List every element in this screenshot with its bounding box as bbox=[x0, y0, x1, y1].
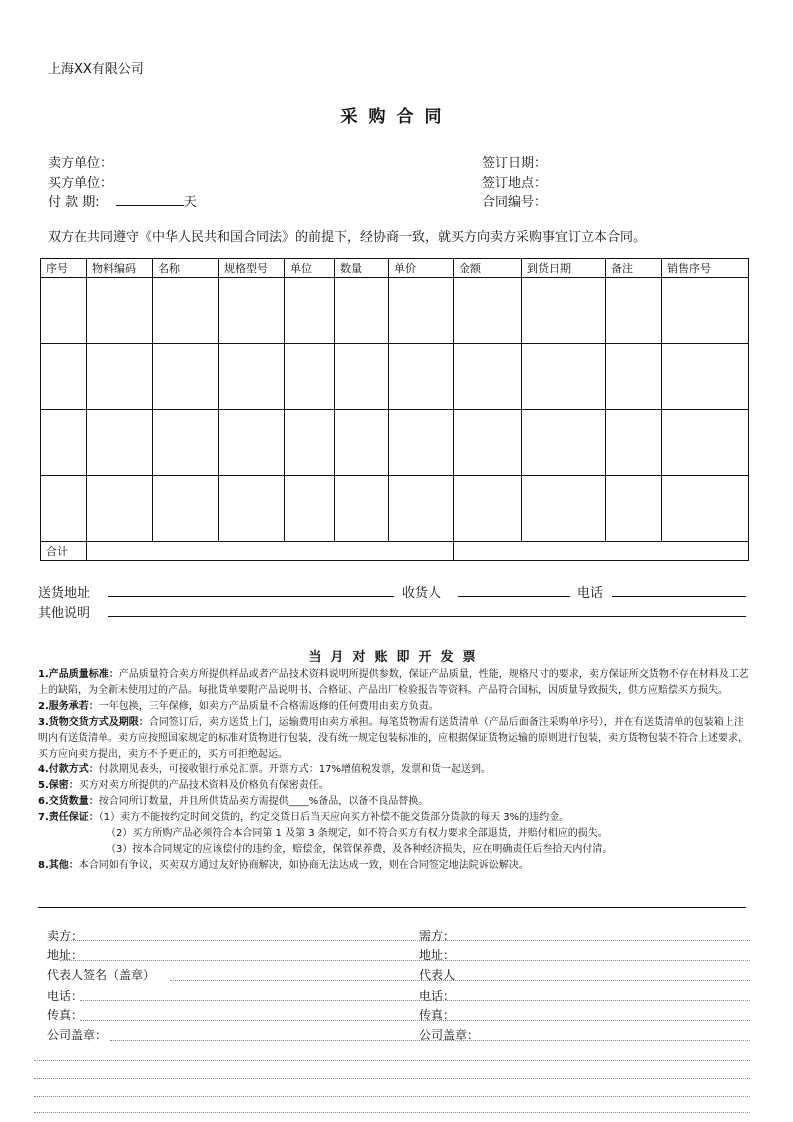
buyer-unit-label: 买方单位： bbox=[48, 176, 114, 191]
table-cell[interactable] bbox=[662, 476, 749, 542]
total-quantity-cell[interactable] bbox=[87, 542, 454, 561]
table-cell[interactable] bbox=[153, 476, 219, 542]
table-cell[interactable] bbox=[606, 476, 662, 542]
contract-number-label: 合同编号： bbox=[482, 195, 548, 210]
company-name: 上海XX有限公司 bbox=[48, 62, 144, 77]
table-cell[interactable] bbox=[219, 278, 285, 344]
payment-term-row bbox=[48, 191, 197, 210]
col-header: 单位 bbox=[285, 259, 335, 278]
table-cell[interactable] bbox=[285, 410, 335, 476]
col-header: 名称 bbox=[153, 259, 219, 278]
invoice-heading: 当月对账即开发票 bbox=[308, 650, 485, 665]
seller-fax-label: 传真： bbox=[47, 1008, 84, 1022]
col-header: 序号 bbox=[41, 259, 87, 278]
terms-section bbox=[38, 667, 750, 874]
table-cell[interactable] bbox=[522, 344, 606, 410]
col-header: 单价 bbox=[389, 259, 454, 278]
payment-days-field[interactable] bbox=[116, 193, 184, 206]
table-cell[interactable] bbox=[389, 278, 454, 344]
table-cell[interactable] bbox=[41, 410, 87, 476]
sign-place-label: 签订地点： bbox=[482, 176, 548, 191]
table-cell[interactable] bbox=[606, 410, 662, 476]
seller-seal-label: 公司盖章： bbox=[47, 1028, 108, 1042]
col-header: 备注 bbox=[606, 259, 662, 278]
table-cell[interactable] bbox=[389, 476, 454, 542]
buyer-fax-label: 传真： bbox=[419, 1008, 456, 1022]
table-cell[interactable] bbox=[335, 476, 389, 542]
seller-rep-label: 代表人签名（盖章） bbox=[47, 968, 156, 982]
table-cell[interactable] bbox=[662, 278, 749, 344]
table-cell[interactable] bbox=[454, 344, 522, 410]
term-6: 6.交货数量：按合同所订数量，并且所供货品卖方需提供____%备品，以备不良品替换。 bbox=[38, 796, 429, 808]
receiver-field[interactable] bbox=[458, 596, 570, 597]
table-cell[interactable] bbox=[87, 344, 153, 410]
table-cell[interactable] bbox=[522, 410, 606, 476]
payment-unit: 天 bbox=[183, 195, 197, 210]
contract-title: 采购合同 bbox=[340, 107, 453, 127]
table-cell[interactable] bbox=[219, 344, 285, 410]
col-header: 规格型号 bbox=[219, 259, 285, 278]
fill-line[interactable] bbox=[80, 1000, 750, 1001]
table-cell[interactable] bbox=[153, 410, 219, 476]
table-cell[interactable] bbox=[87, 410, 153, 476]
signature-divider bbox=[38, 907, 746, 908]
table-cell[interactable] bbox=[285, 344, 335, 410]
fill-line[interactable] bbox=[34, 1078, 750, 1079]
table-cell[interactable] bbox=[153, 344, 219, 410]
fill-line[interactable] bbox=[170, 980, 750, 981]
phone-field[interactable] bbox=[612, 596, 746, 597]
term-4: 4.付款方式：付款期见表头，可接收银行承兑汇票。开票方式：17%增值税发票，发票和货一起送到。 bbox=[38, 764, 491, 776]
table-cell[interactable] bbox=[454, 476, 522, 542]
table-header-row bbox=[41, 259, 749, 278]
other-notes-label: 其他说明 bbox=[38, 606, 91, 621]
table-cell[interactable] bbox=[219, 410, 285, 476]
table-cell[interactable] bbox=[389, 344, 454, 410]
term-7: 7.责任保证：（1）卖方不能按约定时间交货的，约定交货日后当天应向买方补偿不能交货部分货款的每天 3%的违约金。 bbox=[38, 812, 570, 824]
table-cell[interactable] bbox=[285, 278, 335, 344]
fill-line[interactable] bbox=[110, 1040, 750, 1041]
table-cell[interactable] bbox=[153, 278, 219, 344]
term-1: 1.产品质量标准：产品质量符合卖方所提供样品或者产品技术资料说明所提供参数，保证产品质量，性能，规格尺寸的要求，卖方保证所交货物不存在材料及工艺上的缺陷，为全新未使用过的产品。每批货单要附产品说明书、合格证、产品出厂检验报告等资料。产品符合国标，因质量导致损失，供方应赔偿买方损失。 bbox=[38, 669, 749, 696]
buyer-seal-label: 公司盖章： bbox=[419, 1028, 480, 1042]
table-cell[interactable] bbox=[522, 278, 606, 344]
fill-line[interactable] bbox=[80, 1020, 750, 1021]
term-3: 3.货物交货方式及期限：合同签订后，卖方送货上门，运输费用由卖方承担。每笔货物需有送货清单（产品后面备注采购单序号），并在有送货清单的包装箱上注明内有送货清单。卖方应按照国家规定的标准对货物进行包装，没有统一规定包装标准的，应根据保证货物运输的原则进行包装，卖方货物包装不符合上述要求，买方应向卖方提出，卖方不予更正的，买方可拒绝起运。 bbox=[38, 716, 748, 760]
table-cell[interactable] bbox=[454, 278, 522, 344]
term-7-3: （3）按本合同规定的应该偿付的违约金，赔偿金，保管保养费，及各种经济损失，应在明确责任后叁拾天内付清。 bbox=[106, 843, 613, 855]
table-cell[interactable] bbox=[285, 476, 335, 542]
buyer-phone-label: 电话： bbox=[419, 989, 456, 1003]
table-cell[interactable] bbox=[41, 476, 87, 542]
table-cell[interactable] bbox=[335, 410, 389, 476]
col-header: 物料编码 bbox=[87, 259, 153, 278]
col-header: 数量 bbox=[335, 259, 389, 278]
buyer-sign-label: 需方： bbox=[419, 929, 456, 943]
payment-term-label: 付 款 期: bbox=[48, 195, 100, 210]
fill-line[interactable] bbox=[34, 1112, 750, 1113]
fill-line[interactable] bbox=[60, 960, 750, 961]
col-header: 到货日期 bbox=[522, 259, 606, 278]
sign-date-label: 签订日期： bbox=[482, 156, 548, 171]
total-label: 合计 bbox=[41, 542, 87, 561]
table-cell[interactable] bbox=[87, 476, 153, 542]
table-cell[interactable] bbox=[41, 278, 87, 344]
table-row bbox=[41, 476, 749, 542]
term-8: 8.其他：本合同如有争议，买卖双方通过友好协商解决，如协商无法达成一致，则在合同签定地法院诉讼解决。 bbox=[38, 859, 529, 871]
table-cell[interactable] bbox=[335, 278, 389, 344]
delivery-address-label: 送货地址 bbox=[38, 586, 91, 601]
table-cell[interactable] bbox=[606, 278, 662, 344]
receiver-label: 收货人 bbox=[402, 586, 442, 601]
table-row bbox=[41, 278, 749, 344]
fill-line[interactable] bbox=[60, 940, 750, 941]
buyer-address-label: 地址： bbox=[419, 948, 456, 962]
table-cell[interactable] bbox=[41, 344, 87, 410]
col-header: 金额 bbox=[454, 259, 522, 278]
delivery-address-field[interactable] bbox=[108, 596, 394, 597]
seller-address-label: 地址： bbox=[47, 948, 84, 962]
term-7-2: （2）买方所购产品必须符合本合同第 1 及第 3 条规定，如不符合买方有权力要求全部退货，并赔付相应的损失。 bbox=[106, 828, 608, 840]
table-cell[interactable] bbox=[87, 278, 153, 344]
seller-phone-label: 电话： bbox=[47, 989, 84, 1003]
table-cell[interactable] bbox=[454, 410, 522, 476]
other-notes-field[interactable] bbox=[108, 616, 746, 617]
fill-line[interactable] bbox=[34, 1096, 750, 1097]
items-table bbox=[40, 258, 749, 561]
total-amount-cell[interactable] bbox=[454, 542, 749, 561]
table-cell[interactable] bbox=[662, 344, 749, 410]
phone-label: 电话 bbox=[577, 586, 604, 601]
buyer-rep-label: 代表人 bbox=[419, 968, 456, 982]
seller-unit-label: 卖方单位： bbox=[48, 156, 114, 171]
col-header: 销售序号 bbox=[662, 259, 749, 278]
table-cell[interactable] bbox=[219, 476, 285, 542]
table-cell[interactable] bbox=[522, 476, 606, 542]
table-row bbox=[41, 410, 749, 476]
table-cell[interactable] bbox=[335, 344, 389, 410]
term-5: 5.保密：买方对卖方所提供的产品技术资料及价格负有保密责任。 bbox=[38, 780, 329, 792]
intro-paragraph: 双方在共同遵守《中华人民共和国合同法》的前提下，经协商一致，就买方向卖方采购事宜订立本合同。 bbox=[48, 230, 647, 245]
table-cell[interactable] bbox=[662, 410, 749, 476]
table-cell[interactable] bbox=[606, 344, 662, 410]
fill-line[interactable] bbox=[34, 1060, 750, 1061]
seller-sign-label: 卖方： bbox=[47, 929, 84, 943]
table-cell[interactable] bbox=[389, 410, 454, 476]
table-row bbox=[41, 344, 749, 410]
term-2: 2.服务承若：一年包换，三年保修，如卖方产品质量不合格需返修的任何费用由卖方负责。 bbox=[38, 700, 439, 712]
total-row bbox=[41, 542, 749, 561]
